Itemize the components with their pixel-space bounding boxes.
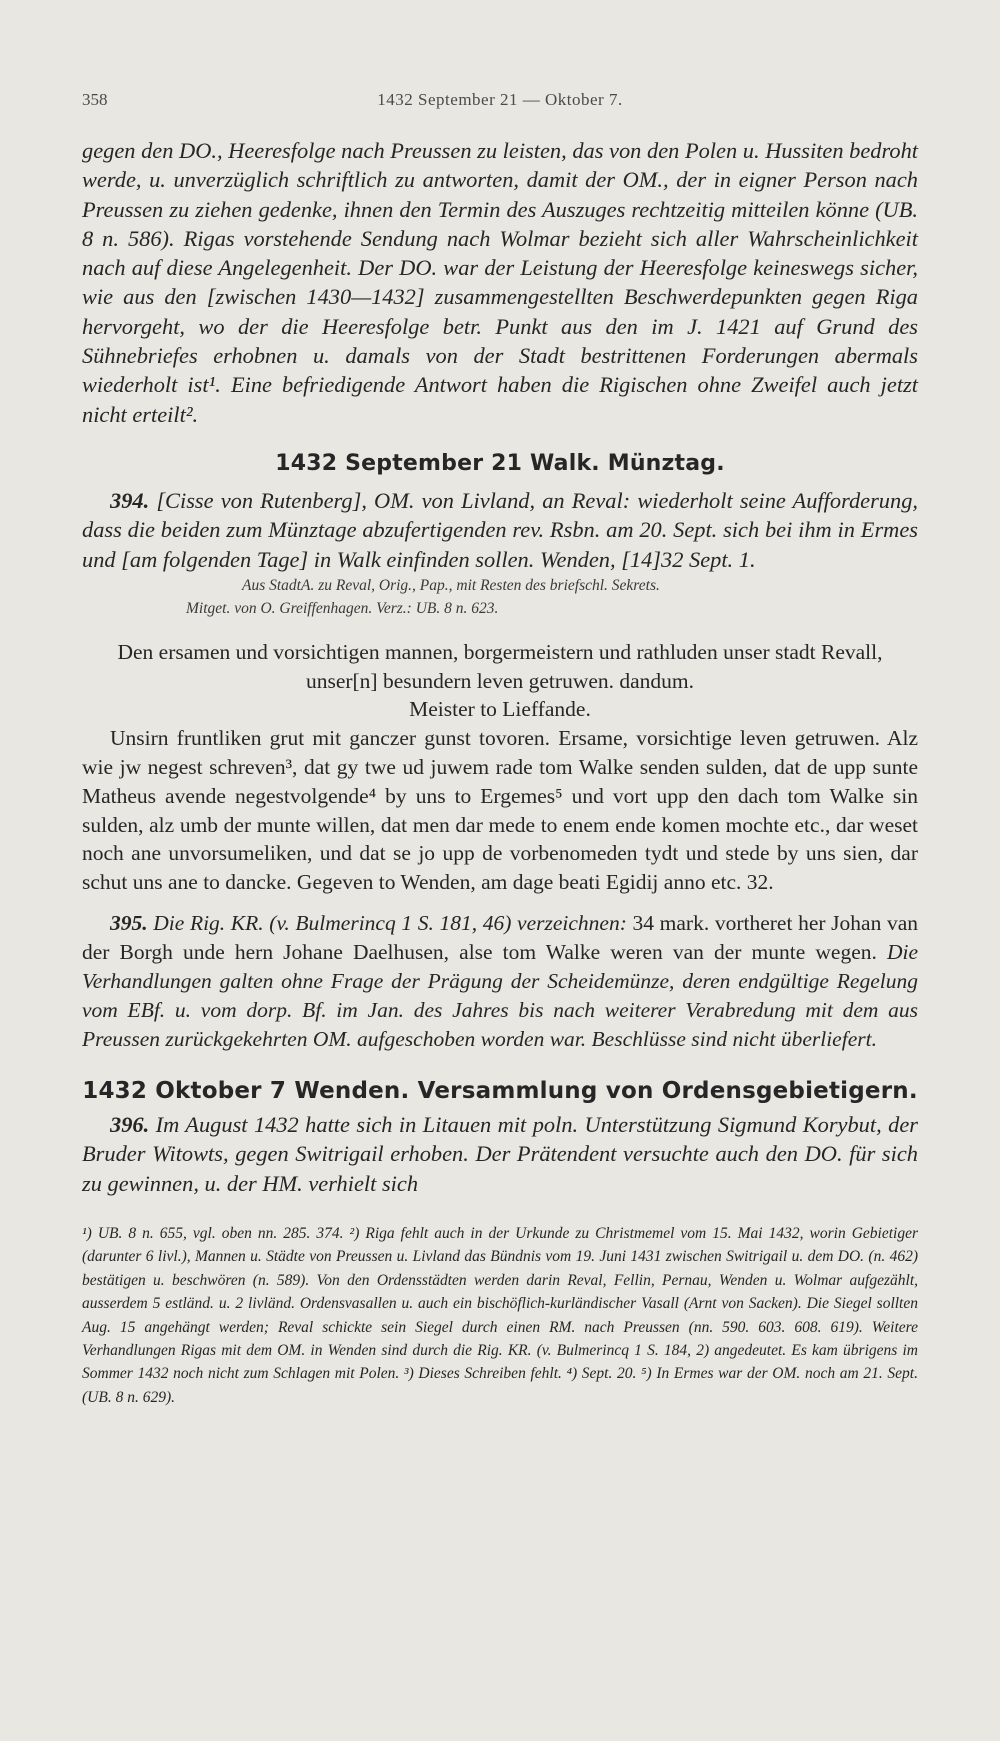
entry-395-commentary: Die Verhandlungen galten ohne Frage der Prägung der Scheidemünze, deren endgültige Regelung vom EBf. u. vom dorp. Bf. im Jan. des Jahres bis nach weiterer Verabredung mit dem aus Preussen zurückgekehrten OM. aufgeschoben worden war. Beschlüsse sind nicht überliefert. xyxy=(82,940,918,1052)
source-line-1: Aus StadtA. zu Reval, Orig., Pap., mit Resten des briefschl. Sekrets. xyxy=(242,576,660,594)
entry-394-source xyxy=(82,574,918,620)
entry-395-lead: Die Rig. KR. (v. Bulmerincq 1 S. 181, 46) verzeichnen: xyxy=(153,911,627,936)
entry-396-number: 396. xyxy=(110,1112,150,1138)
running-title: 1432 September 21 — Oktober 7. xyxy=(377,90,623,109)
letter-transcription xyxy=(82,638,918,897)
entry-394-regest xyxy=(82,486,918,574)
section-heading-walk: 1432 September 21 Walk. Münztag. xyxy=(275,450,725,476)
entry-396-regest xyxy=(82,1110,918,1198)
letter-body: Unsirn fruntliken grut mit ganczer gunst tovoren. Ersame, vorsichtige leven getruwen. Alz wie jw negest schreven³, dat gy twe ud juwem rade tom Walke senden sulden, dat de upp sunte Matheus avende negestvolgende⁴ by uns to Ergemes⁵ und vort upp den dach tom Walke sin sulden, alz umb der munte willen, dat men dar mede to enem ende komen mochte etc., dar weset noch ane unvorsumeliken, und dat se jo upp de vorbenomeden tydt und stede by uns sien, dar schut uns ane to dancke. Gegeven to Wenden, am dage beati Egidij anno etc. 32. xyxy=(82,726,918,895)
entry-394-number: 394. xyxy=(110,487,150,513)
entry-394-text: [Cisse von Rutenberg], OM. von Livland, an Reval: wiederholt seine Aufforderung, dass die beiden zum Münztage abzufertigenden rev. Rsbn. am 20. Sept. sich bei ihm in Ermes und [am folgenden Tage] in Walk einfinden sollen. Wenden, [14]32 Sept. 1. xyxy=(82,487,918,572)
entry-395-number: 395. xyxy=(110,911,148,936)
source-line-2: Mitget. von O. Greiffenhagen. Verz.: UB. 8 n. 623. xyxy=(186,599,499,617)
letter-address: Den ersamen und vorsichtigen mannen, borgermeistern und rathluden unser stadt Revall, unser[n] besundern leven getruwen. dandum. xyxy=(117,639,883,693)
letter-sender: Meister to Lieffande. xyxy=(409,697,591,722)
intro-paragraph: gegen den DO., Heeresfolge nach Preussen zu leisten, das von den Polen u. Hussiten bedroht werde, u. unverzüglich schriftlich zu antworten, damit der OM., der in eigner Person nach Preussen zu ziehen gedenke, ihnen den Termin des Auszuges rechtzeitig mitteilen könne (UB. 8 n. 586). Rigas vorstehende Sendung nach Wolmar bezieht sich aller Wahrscheinlichkeit nach auf diese Angelegenheit. Der DO. war der Leistung der Heeresfolge keineswegs sicher, wie aus den [zwischen 1430—1432] zusammengestellten Beschwerdepunkten gegen Riga hervorgeht, wo der die Heeresfolge betr. Punkt aus den im J. 1421 auf Grund des Sühnebriefes erhobnen u. damals von der Stadt bestrittenen Forderungen abermals wiederholt ist¹. Eine befriedigende Antwort haben die Rigischen ohne Zweifel auch jetzt nicht erteilt². xyxy=(82,138,918,427)
entry-396-text: Im August 1432 hatte sich in Litauen mit poln. Unterstützung Sigmund Korybut, der Bruder Witowts, gegen Switrigail erhoben. Der Prätendent versuchte auch den DO. für sich zu gewinnen, u. der HM. verhielt sich xyxy=(82,1112,918,1196)
main-text xyxy=(82,136,918,1409)
page-number: 358 xyxy=(82,90,108,109)
section-heading-wenden: 1432 Oktober 7 Wenden. Versammlung von Ordensgebietigern. xyxy=(82,1078,918,1105)
entry-395 xyxy=(82,909,918,1054)
running-head xyxy=(82,90,918,114)
entry-395-quote: 34 mark. vortheret her Johan van der Borgh unde hern Johane Daelhusen, alse tom Walke weren van der munte wegen. xyxy=(82,911,919,965)
footnotes: ¹) UB. 8 n. 655, vgl. oben nn. 285. 374. ²) Riga fehlt auch in der Urkunde zu Christmemel vom 15. Mai 1432, worin Gebietiger (darunter 6 livl.), Mannen u. Städte von Preussen u. Livland das Bündnis vom 19. Juni 1431 zwischen Switrigail u. dem DO. (n. 462) bestätigen u. beschwören (n. 589). Von den Ordensstädten werden darin Reval, Fellin, Pernau, Wenden u. Wolmar aufgezählt, ausserdem 5 estländ. u. 2 livländ. Ordensvasallen u. auch ein bischöflich-kurländischer Vasall (Arnt von Sacken). Die Siegel sollten Aug. 15 angehängt werden; Reval schickte sein Siegel durch einen RM. nach Preussen (nn. 590. 603. 608. 619). Weitere Verhandlungen Rigas mit dem OM. in Wenden sind durch die Rig. KR. (v. Bulmerincq 1 S. 184, 2) angedeutet. Es kam übrigens im Sommer 1432 noch nicht zum Schlagen mit Polen. ³) Dieses Schreiben fehlt. ⁴) Sept. 20. ⁵) In Ermes war der OM. noch am 21. Sept. (UB. 8 n. 629). xyxy=(82,1224,918,1406)
